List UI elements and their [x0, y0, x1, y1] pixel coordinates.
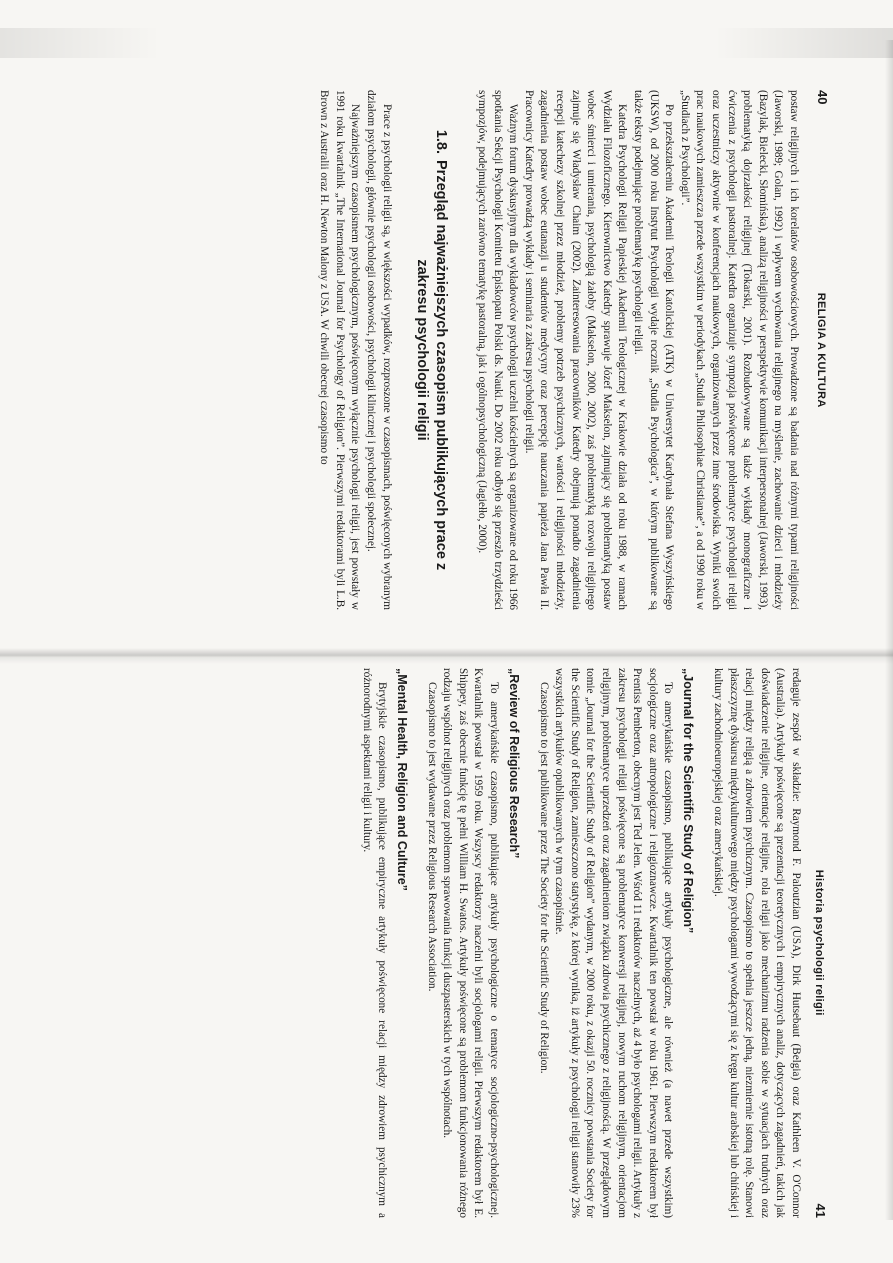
paragraph: Brytyjskie czasopismo, publikujące empiryczne artykuły poświęcone relacji między zdrowiem psychicznym a różnorodnymi aspektami religii i kultury.: [360, 668, 389, 1218]
paragraph: postaw religijnych i ich korelatów osobowościowych. Prowadzone są badania nad różnymi typami religijności (Jaworski, 1989; Golan, 1992) i wpływem wychowania religijnego na myślenie, zachowanie dzieci i młodzieży (Bazylak, Bielecki, Słomińska), analizą religijności w perspektywie komunikacji interpersonalnej (Jaworski, 1993), problematyką dojrzałości religijnej (Tokarski, 2001). Rozbudowywane są także wykłady monograficzne i ćwiczenia z psychologii pastoralnej. Katedra organizuje sympozja poświęcone problematyce psychologii religii oraz uczestniczy aktywnie w konferencjach naukowych, organizowanych przez inne środowiska. Wyniki swoich prac naukowych zamieszcza przede wszystkim w periodykach „Studia Philosophiae Christianae”, a od 1990 roku w „Studiach z Psychologii”.: [678, 90, 800, 610]
page-number: 40: [815, 90, 830, 105]
section-heading: [412, 110, 450, 590]
journal-heading: „Journal for the Scientific Study of Religion”: [681, 668, 696, 934]
page-41: [128, 668, 828, 1218]
section-title: Przegląd najważniejszych czasopism publikujących prace z zakresu psychologii religii: [413, 160, 449, 571]
paragraph: Czasopismo to jest publikowane przez The Society for the Scientific Study of Religion.: [537, 682, 550, 1074]
paragraph: Prace z psychologii religii są, w większości wypadków, rozproszone w czasopismach, poświęconych wybranym działom psychologii, głównie psychologii osobowości, psychologii klinicznej i psychologii społecznej.: [364, 90, 393, 610]
paragraph: Katedra Psychologii Religii Papieskiej Akademii Teologicznej w Krakowie działa od roku 1988, w ramach Wydziału Filozoficznego. Kierownictwo Katedry sprawuje Józef Makselon, zajmujący się problematyką postaw wobec śmierci i umierania, psychologią żałoby (Makselon, 2000, 2002), zaś problematyką rozwoju religijnego zajmuje się Władysław Chaim (2002). Zainteresowania pracowników Katedry obejmują ponadto zagadnienia recepcji katechezy szkolnej przez młodzież, problemy potrzeb psychicznych, wartości i religijności młodzieży, zagadnienia postaw wobec eutanazji u studentów medycyny oraz percepcję nauczania papieża Jana Pawła II. Pracownicy Katedry prowadzą wykłady i seminaria z zakresu psychologii religii.: [522, 90, 629, 610]
paragraph: redaguje zespół w składzie: Raymond F. Paloutzian (USA), Dirk Hutsebaut (Belgia) oraz Kathleen V. O'Connor (Australia). Artykuły poświęcone są prezentacji teoretycznych i empirycznych analiz, dotyczących zagadnień, takich jak doświadczenie religijne, orientacje religijne, rola religii jako mechanizmu radzenia sobie w sytuacjach trudnych oraz relacji między religią a zdrowiem psychicznym. Czasopismo to spełnia jeszcze jedną, niezmiernie istotną rolę. Stanowi płaszczyznę dyskursu międzykulturowego między psychologami wywodzącymi się z kręgu kultur arabskiej lub chińskiej i kultury zachodnioeuropejskiej oraz amerykańskiej.: [712, 668, 802, 1218]
paragraph: To amerykańskie czasopismo, publikujące artykuły psychologiczne o tematyce socjologiczno-psychologicznej. Kwartalnik powstał w 1959 roku. Wszyscy redaktorzy naczelni byli socjologami religii. Pierwszym redaktorem był E. Shippey, zaś obecnie funkcję tę pełni William H. Swatos. Artykuły poświęcone są problemom funkcjonowania różnego rodzaju wspólnot religijnych oraz problemom sprawowania funkcji duszpasterskich w tych wspólnotach.: [441, 668, 501, 1218]
page-number: 41: [813, 1203, 828, 1218]
paragraph: Najważniejszym czasopismem psychologicznym, poświęconym wyłącznie psychologii religii, jest powstały w 1991 roku kwartalnik „The International Journal for Psychology of Religion”. Pierwszymi redaktorami byli L.B. Brown z Australii oraz H. Newton Malony z USA. W chwili obecnej czasopismo to: [318, 90, 362, 610]
section-number: 1.8.: [432, 129, 449, 154]
running-title: RELIGIA A KULTURA: [815, 292, 827, 408]
paragraph: To amerykańskie czasopismo, publikujące artykuły psychologiczne, ale również (a nawet przede wszystkim) socjologiczne oraz antropologiczne i religioznawcze. Kwartalnik ten powstał w roku 1961. Pierwszym redaktorem był Prentiss Pemberton, obecnym jest Ted Jelen. Wśród 11 redaktorów naczelnych, aż 4 było psychologami religii. Artykuły z zakresu psychologii religii poświęcone są problematyce konwersji religijnej, nowym ruchom religijnym, orientacjom religijnym, problematyce uprzedzeń oraz zagadnieniom związku zdrowia psychicznego z religijnością. W przeglądowym tomie „Journal for the Scientific Study of Religion” wydanym, w 2000 roku, z okazji 50. rocznicy powstania Society for the Scientific Study of Religion, zamieszczono statystykę, z której wynika, iż artykuły z psychologii religii stanowiły 23% wszystkich artykułów opublikowanych w tym czasopiśmie.: [553, 668, 675, 1218]
running-head: [815, 90, 830, 610]
scan-shadow-top: [0, 28, 893, 58]
journal-heading: „Review of Religious Research”: [507, 668, 522, 859]
scan-shadow-edge: [885, 40, 893, 1220]
paragraph: Czasopismo to jest wydawane przez Religious Research Association.: [425, 682, 438, 992]
paragraph: Ważnym forum dyskusyjnym dla wykładowców psychologii uczelni kościelnych są organizowane od roku 1966 spotkania Sekcji Psychologii Komitetu Episkopatu Polski ds. Nauki. Do 2002 roku odbyło się przeszło trzydzieści sympozjów, podejmujących zarówno tematykę pastoralną, jak i ogólnopsychologiczną (Jagiełło, 2000).: [476, 90, 520, 610]
running-title: Historia psychologii religii: [813, 869, 825, 1016]
book-gutter-fold: [0, 648, 893, 664]
journal-heading: „Mental Health, Religion and Culture”: [395, 668, 410, 891]
page-40: [140, 90, 830, 610]
paragraph: Po przekształceniu Akademii Teologii Katolickiej (ATK) w Uniwersytet Kardynała Stefana Wyszyńskiego (UKSW), od 2000 roku Instytut Psychologii wydaje rocznik „Studia Psychologica”, w którym publikowane są także teksty podejmujące problematykę psychologii religii.: [632, 90, 676, 610]
running-head: [813, 668, 828, 1218]
